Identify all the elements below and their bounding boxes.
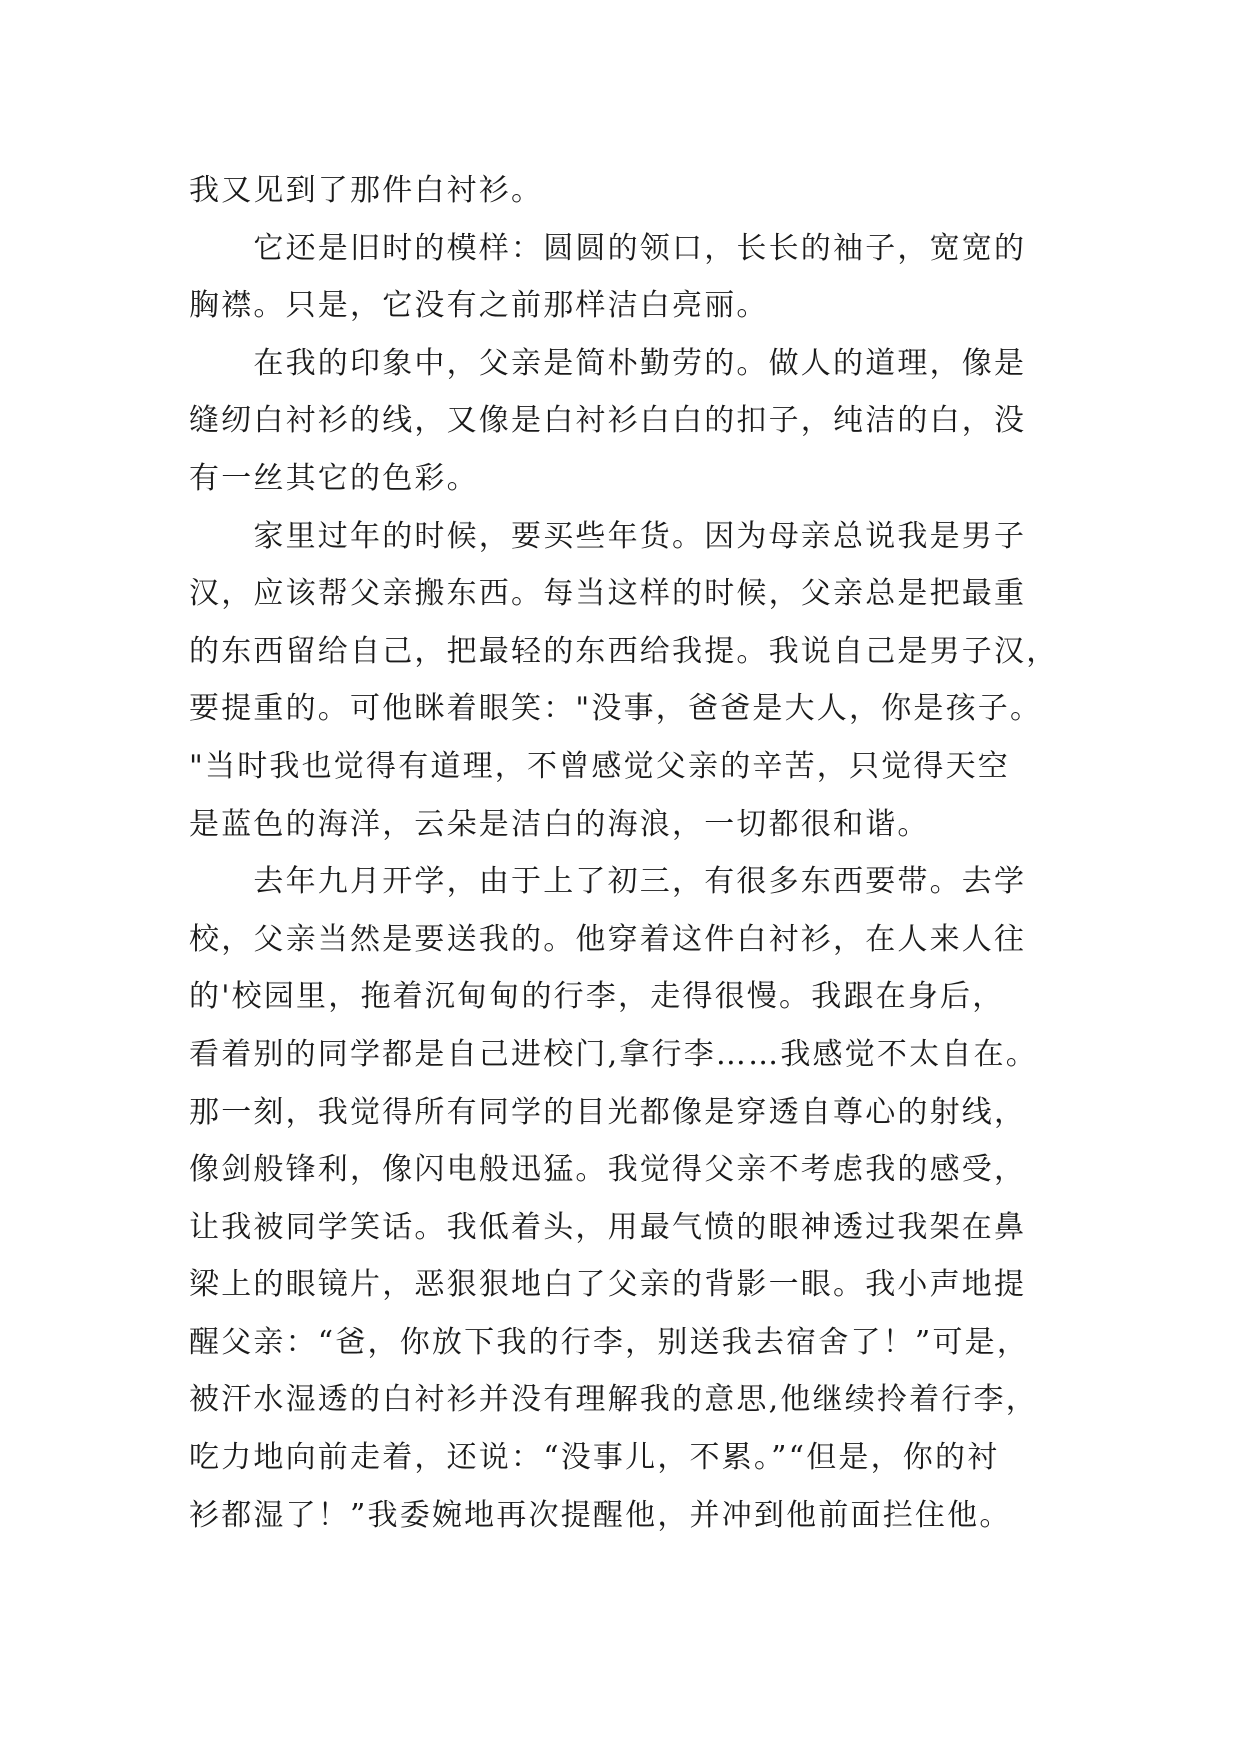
text-line-15: 的'校园里，拖着沉甸甸的行李，走得很慢。我跟在身后， [189, 979, 1005, 1015]
text-line-16: 看着别的同学都是自己进校门,拿行李……我感觉不太自在。 [189, 1036, 1038, 1072]
text-line-23: 吃力地向前走着，还说：“没事儿，不累。”“但是，你的衬 [189, 1440, 1000, 1476]
text-line-10: 要提重的。可他眯着眼笑："没事，爸爸是大人，你是孩子。 [189, 691, 1043, 727]
text-line-2: 它还是旧时的模样：圆圆的领口，长长的袖子，宽宽的 [189, 230, 1027, 266]
text-line-12: 是蓝色的海洋，云朵是洁白的海浪，一切都很和谐。 [189, 806, 930, 842]
text-line-20: 梁上的眼镜片，恶狠狠地白了父亲的背影一眼。我小声地提 [189, 1267, 1027, 1303]
text-line-4: 在我的印象中，父亲是简朴勤劳的。做人的道理，像是 [189, 345, 1027, 381]
text-line-5: 缝纫白衬衫的线，又像是白衬衫白白的扣子，纯洁的白，没 [189, 403, 1027, 439]
text-line-19: 让我被同学笑话。我低着头，用最气愤的眼神透过我架在鼻 [189, 1209, 1027, 1245]
text-line-6: 有一丝其它的色彩。 [189, 460, 479, 496]
text-line-14: 校，父亲当然是要送我的。他穿着这件白衬衫，在人来人往 [189, 921, 1027, 957]
text-line-8: 汉，应该帮父亲搬东西。每当这样的时候，父亲总是把最重 [189, 576, 1027, 612]
text-line-24: 衫都湿了！”我委婉地再次提醒他，并冲到他前面拦住他。 [189, 1497, 1012, 1533]
text-line-9: 的东西留给自己，把最轻的东西给我提。我说自己是男子汉， [189, 633, 1059, 669]
text-line-3: 胸襟。只是，它没有之前那样洁白亮丽。 [189, 288, 769, 324]
text-line-17: 那一刻，我觉得所有同学的目光都像是穿透自尊心的射线， [189, 1094, 1027, 1130]
text-line-18: 像剑般锋利，像闪电般迅猛。我觉得父亲不考虑我的感受， [189, 1152, 1027, 1188]
text-line-21: 醒父亲：“爸，你放下我的行李，别送我去宿舍了！”可是， [189, 1324, 1030, 1360]
text-line-1: 我又见到了那件白衬衫。 [189, 173, 544, 208]
text-line-13: 去年九月开学，由于上了初三，有很多东西要带。去学 [189, 864, 1027, 900]
text-line-7: 家里过年的时候，要买些年货。因为母亲总说我是男子 [189, 518, 1027, 554]
text-line-11: "当时我也觉得有道理，不曾感觉父亲的辛苦，只觉得天空 [189, 748, 1010, 784]
document-body [189, 162, 1059, 1544]
text-line-22: 被汗水湿透的白衬衫并没有理解我的意思,他继续拎着行李， [189, 1382, 1038, 1418]
